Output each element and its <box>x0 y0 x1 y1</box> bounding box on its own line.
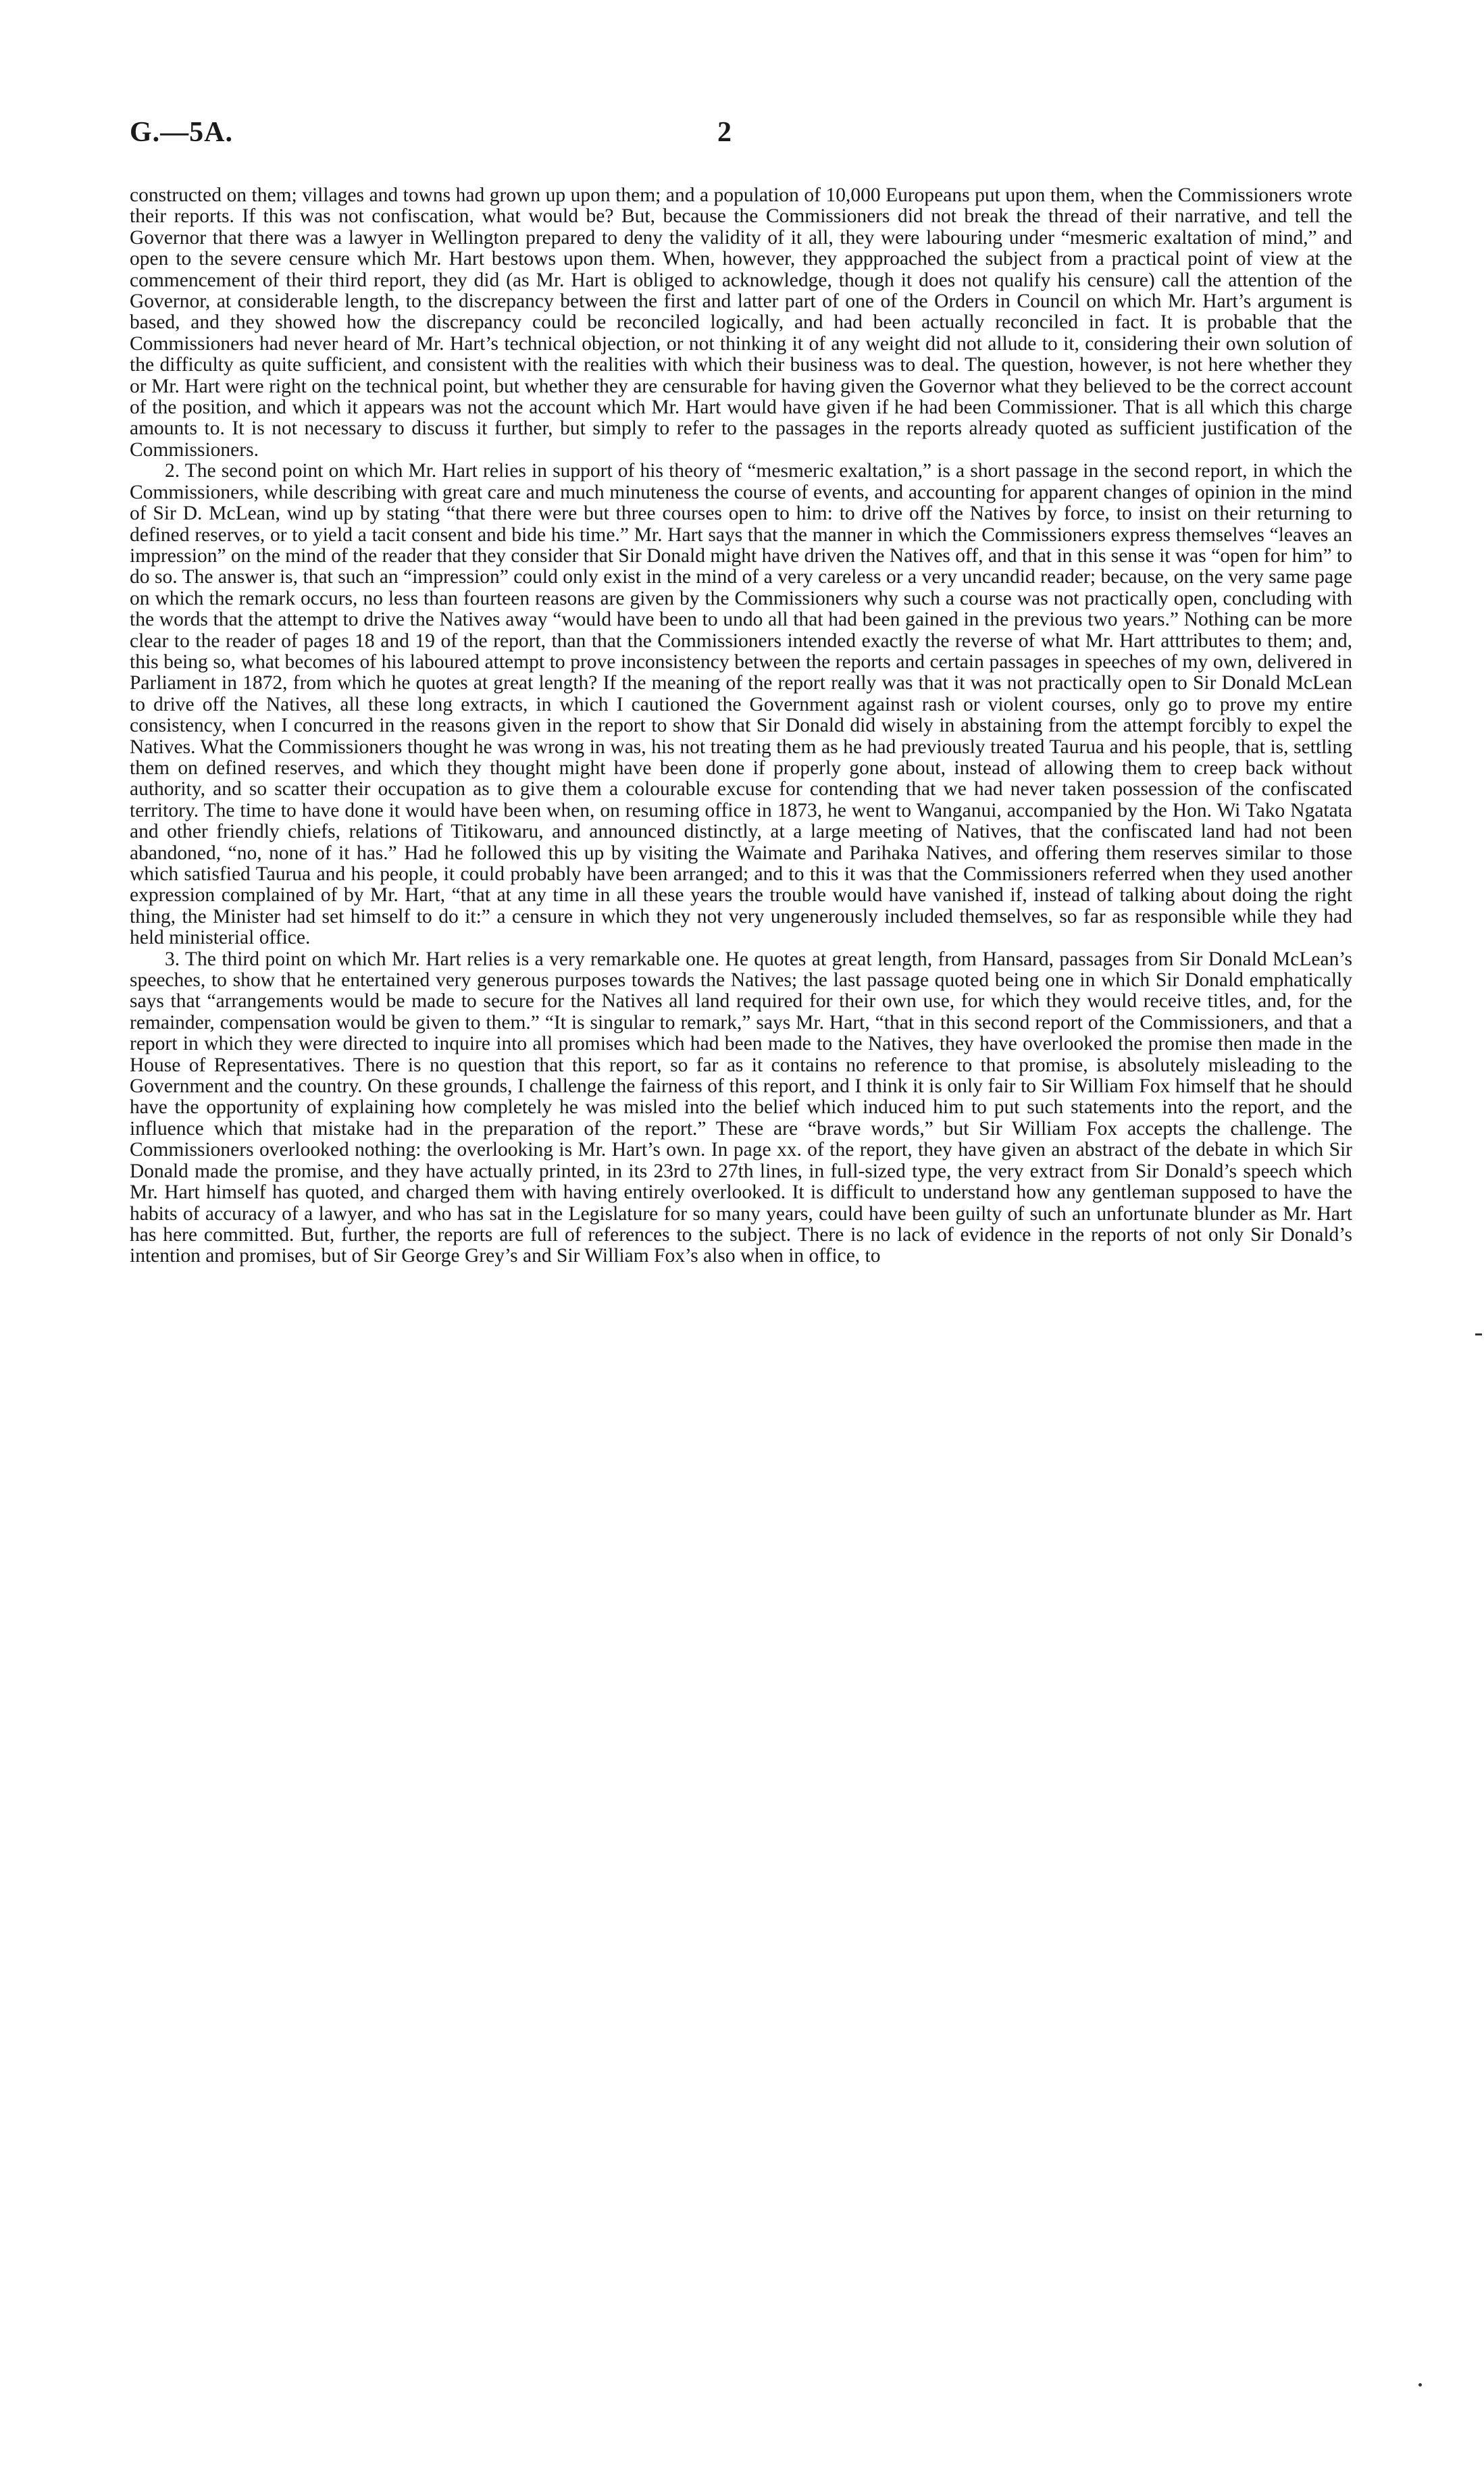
document-reference: G.—5A. <box>130 117 233 148</box>
paragraph-point-2: 2. The second point on which Mr. Hart relies in support of his theory of “mesmeric exaltation,” is a short passage in the second report, in which the Commissioners, while describing with great care and much minuteness the course of events, and accounting for apparent changes of opinion in the mind of Sir D. McLean, wind up by stating “that there were but three courses open to him: to drive off the Natives by force, to insist on their returning to defined reserves, or to yield a tacit consent and bide his time.” Mr. Hart says that the manner in which the Commissioners express themselves “leaves an impression” on the mind of the reader that they consider that Sir Donald might have driven the Natives off, and that in this sense it was “open for him” to do so. The answer is, that such an “impression” could only exist in the mind of a very careless or a very uncandid reader; because, on the very same page on which the remark occurs, no less than fourteen reasons are given by the Commissioners why such a course was not practically open, concluding with the words that the attempt to drive the Natives away “would have been to undo all that had been gained in the previous two years.” Nothing can be more clear to the reader of pages 18 and 19 of the report, than that the Commissioners intended exactly the reverse of what Mr. Hart atttributes to them; and, this being so, what becomes of his laboured attempt to prove inconsistency between the reports and certain passages in speeches of my own, delivered in Parliament in 1872, from which he quotes at great length? If the meaning of the report really was that it was not practically open to Sir Donald McLean to drive off the Natives, all these long extracts, in which I cautioned the Government against rash or violent courses, only go to prove my entire consistency, when I concurred in the reasons given in the report to show that Sir Donald did wisely in abstaining from the attempt forcibly to expel the Natives. What the Commissioners thought he was wrong in was, his not treating them as he had previously treated Taurua and his people, that is, settling them on defined reserves, and which they thought might have been done if properly gone about, instead of allowing them to creep back without authority, and so scatter their occupation as to give them a colourable excuse for contending that we had never taken possession of the confiscated territory. The time to have done it would have been when, on resuming office in 1873, he went to Wanganui, accompanied by the Hon. Wi Tako Ngatata and other friendly chiefs, relations of Titikowaru, and announced distinctly, at a large meeting of Natives, that the confiscated land had not been abandoned, “no, none of it has.” Had he followed this up by visiting the Waimate and Parihaka Natives, and offering them reserves similar to those which satisfied Taurua and his people, it could probably have been arranged; and to this it was that the Commissioners referred when they used another expression complained of by Mr. Hart, “that at any time in all these years the trouble would have vanished if, instead of talking about doing the right thing, the Minister had set himself to do it:” a censure in which they not very ungenerously included themselves, so far as responsible while they had held ministerial office. <box>130 460 1352 949</box>
page-header <box>130 116 1352 157</box>
margin-dot <box>1418 2383 1422 2387</box>
body-text <box>130 185 1352 1267</box>
margin-mark <box>1475 1333 1482 1335</box>
paragraph-point-3: 3. The third point on which Mr. Hart relies is a very remarkable one. He quotes at great length, from Hansard, passages from Sir Donald McLean’s speeches, to show that he entertained very generous purposes towards the Natives; the last passage quoted being one in which Sir Donald emphatically says that “arrangements would be made to secure for the Natives all land required for their own use, for which they would receive titles, and, for the remainder, compensation would be given to them.” “It is singular to remark,” says Mr. Hart, “that in this second report of the Commissioners, and that a report in which they were directed to inquire into all promises which had been made to the Natives, they have overlooked the promise then made in the House of Representatives. There is no question that this report, so far as it contains no reference to that promise, is absolutely misleading to the Government and the country. On these grounds, I challenge the fairness of this report, and I think it is only fair to Sir William Fox himself that he should have the opportunity of explaining how completely he was misled into the belief which induced him to put such statements into the report, and the influence which that mistake had in the preparation of the report.” These are “brave words,” but Sir William Fox accepts the challenge. The Commissioners overlooked nothing: the overlooking is Mr. Hart’s own. In page xx. of the report, they have given an abstract of the debate in which Sir Donald made the promise, and they have actually printed, in its 23rd to 27th lines, in full-sized type, the very extract from Sir Donald’s speech which Mr. Hart himself has quoted, and charged them with having entirely overlooked. It is difficult to understand how any gentleman supposed to have the habits of accuracy of a lawyer, and who has sat in the Legislature for so many years, could have been guilty of such an unfortunate blunder as Mr. Hart has here committed. But, further, the reports are full of references to the subject. There is no lack of evidence in the reports of not only Sir Donald’s intention and promises, but of Sir George Grey’s and Sir William Fox’s also when in office, to <box>130 948 1352 1267</box>
paragraph-continuation: constructed on them; villages and towns had grown up upon them; and a population of 10,000 Europeans put upon them, when the Commissioners wrote their reports. If this was not confiscation, what would be? But, because the Commissioners did not break the thread of their narrative, and tell the Governor that there was a lawyer in Wellington prepared to deny the validity of it all, they were labouring under “mesmeric exaltation of mind,” and open to the severe censure which Mr. Hart bestows upon them. When, however, they appproached the subject from a practical point of view at the commencement of their third report, they did (as Mr. Hart is obliged to acknowledge, though it does not qualify his censure) call the attention of the Governor, at considerable length, to the discrepancy between the first and latter part of one of the Orders in Council on which Mr. Hart’s argument is based, and they showed how the discrepancy could be reconciled logically, and had been actually reconciled in fact. It is probable that the Commissioners had never heard of Mr. Hart’s technical objection, or not thinking it of any weight did not allude to it, considering their own solution of the difficulty as quite sufficient, and consistent with the realities with which their business was to deal. The question, however, is not here whether they or Mr. Hart were right on the technical point, but whether they are censurable for having given the Governor what they believed to be the correct account of the position, and which it appears was not the account which Mr. Hart would have given if he had been Commissioner. That is all which this charge amounts to. It is not necessary to discuss it further, but simply to refer to the passages in the reports already quoted as sufficient justification of the Commissioners. <box>130 184 1352 461</box>
page-number: 2 <box>717 117 732 148</box>
